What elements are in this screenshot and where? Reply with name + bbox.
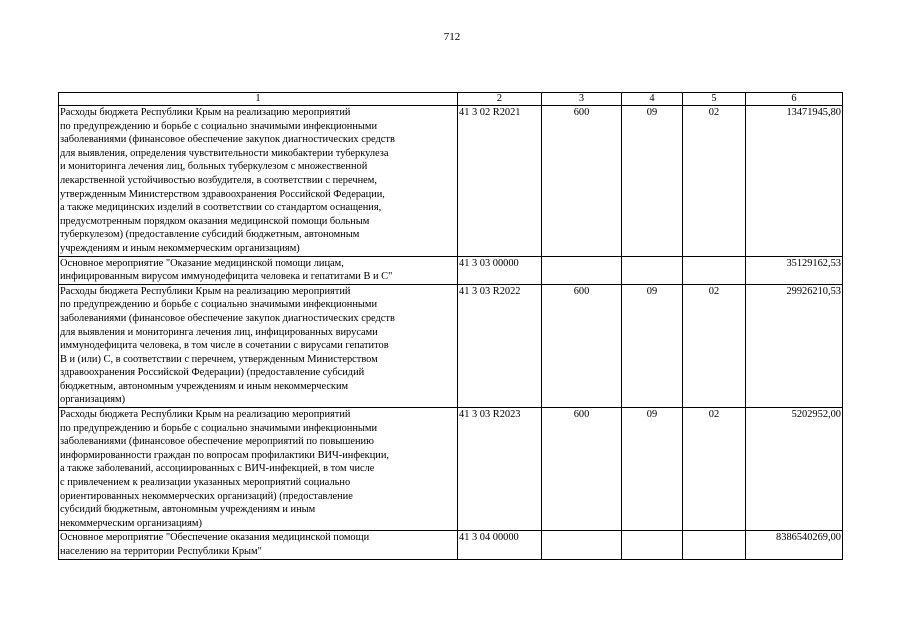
- row-amount: 29926210,53: [746, 284, 843, 407]
- column-header-3: 3: [542, 93, 622, 106]
- row-code: 41 3 04 00000: [458, 531, 542, 559]
- row-description: Расходы бюджета Республики Крым на реализацию мероприятий по предупреждению и борьбе с социально значимыми инфекционными заболеваниями (финансовое обеспечение мероприятий по повышению информированности граждан по вопросам профилактики ВИЧ-инфекции, а также заболеваний, ассоциированных с ВИЧ-инфекцией, в том числе с привлечением к реализации указанных мероприятий социально ориентированных некоммерческих организаций) (предоставление субсидий бюджетным, автономным учреждениям и иным некоммерческим организациям): [59, 408, 458, 531]
- row-code: 41 3 03 R2023: [458, 408, 542, 531]
- row-amount: 5202952,00: [746, 408, 843, 531]
- row-col5: 02: [683, 408, 746, 531]
- row-col4: [622, 256, 683, 284]
- budget-table: [58, 92, 843, 560]
- row-col4: [622, 531, 683, 559]
- table-row: [59, 284, 843, 407]
- row-description: Расходы бюджета Республики Крым на реализацию мероприятий по предупреждению и борьбе с социально значимыми инфекционными заболеваниями (финансовое обеспечение закупок диагностических средств для выявления, определения чувствительности микобактерии туберкулеза и мониторинга лечения лиц, больных туберкулезом с множественной лекарственной устойчивостью возбудителя, в соответствии с перечнем, утвержденным Министерством здравоохранения Российской Федерации, а также медицинских изделий в соответствии со стандартом оснащения, предусмотренным порядком оказания медицинской помощи больным туберкулезом) (предоставление субсидий бюджетным, автономным учреждениям и иным некоммерческим организациям): [59, 106, 458, 257]
- row-code: 41 3 03 00000: [458, 256, 542, 284]
- row-col3: 600: [542, 106, 622, 257]
- row-description: Расходы бюджета Республики Крым на реализацию мероприятий по предупреждению и борьбе с социально значимыми инфекционными заболеваниями (финансовое обеспечение закупок диагностических средств для выявления и мониторинга лечения лиц, инфицированных вирусами иммунодефицита человека, в том числе в сочетании с вирусами гепатитов В и (или) С, в соответствии с перечнем, утвержденным Министерством здравоохранения Российской Федерации) (предоставление субсидий бюджетным, автономным учреждениям и иным некоммерческим организациям): [59, 284, 458, 407]
- row-col5: [683, 531, 746, 559]
- table-row: [59, 256, 843, 284]
- row-amount: 13471945,80: [746, 106, 843, 257]
- table-row: [59, 408, 843, 531]
- page-number: 712: [443, 31, 461, 43]
- row-col4: 09: [622, 106, 683, 257]
- header-row: [59, 93, 843, 106]
- row-col3: 600: [542, 408, 622, 531]
- row-col5: [683, 256, 746, 284]
- row-description: Основное мероприятие "Оказание медицинской помощи лицам, инфицированным вирусом иммунодефицита человека и гепатитами В и С": [59, 256, 458, 284]
- column-header-1: 1: [59, 93, 458, 106]
- row-code: 41 3 03 R2022: [458, 284, 542, 407]
- row-col3: 600: [542, 284, 622, 407]
- row-amount: 8386540269,00: [746, 531, 843, 559]
- table-row: [59, 106, 843, 257]
- row-col4: 09: [622, 408, 683, 531]
- row-code: 41 3 02 R2021: [458, 106, 542, 257]
- row-description: Основное мероприятие "Обеспечение оказания медицинской помощи населению на территории Республики Крым": [59, 531, 458, 559]
- column-header-6: 6: [746, 93, 843, 106]
- row-col4: 09: [622, 284, 683, 407]
- column-header-2: 2: [458, 93, 542, 106]
- row-amount: 35129162,53: [746, 256, 843, 284]
- column-header-5: 5: [683, 93, 746, 106]
- table-row: [59, 531, 843, 559]
- row-col3: [542, 256, 622, 284]
- row-col3: [542, 531, 622, 559]
- row-col5: 02: [683, 106, 746, 257]
- column-header-4: 4: [622, 93, 683, 106]
- row-col5: 02: [683, 284, 746, 407]
